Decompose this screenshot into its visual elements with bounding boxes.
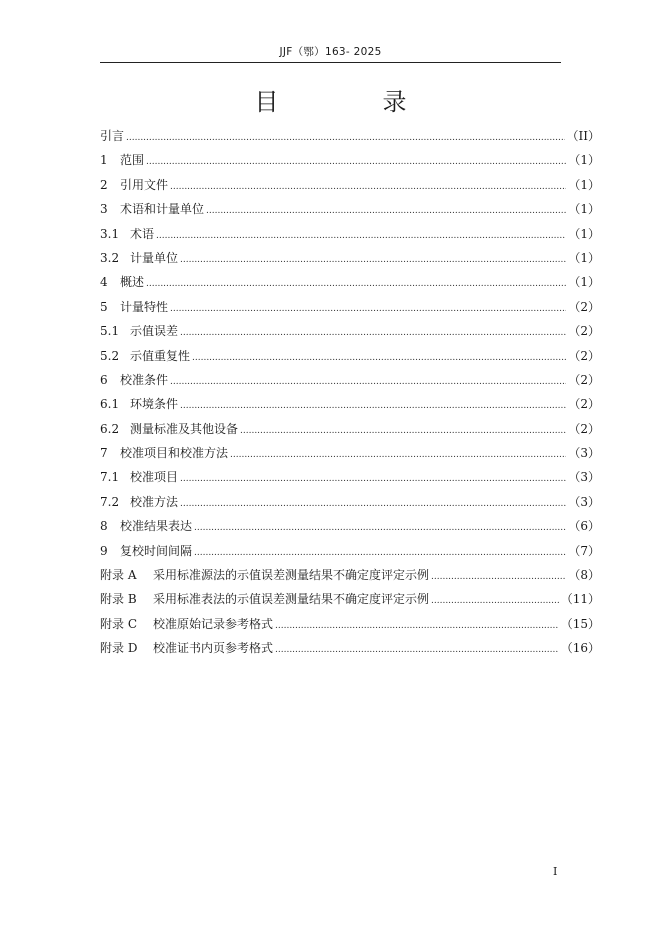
toc-entry-page: （15）: [560, 616, 600, 631]
toc-entry-7-2[interactable]: [100, 490, 600, 514]
toc-entry-number: 5: [100, 299, 108, 314]
toc-entry-label: 概述: [120, 275, 145, 290]
toc-leader-dots: [194, 541, 566, 565]
toc-leader-dots: [194, 516, 566, 540]
toc-entry-page: （11）: [560, 592, 600, 607]
toc-entry-label: 校准项目和校准方法: [120, 446, 229, 461]
toc-entry-6-2[interactable]: [100, 417, 600, 441]
toc-entry-6[interactable]: [100, 368, 600, 392]
toc-entry-page: （3）: [568, 494, 600, 509]
toc-entry-page: （6）: [568, 519, 600, 534]
toc-entry-label: 引言: [100, 129, 125, 143]
toc-leader-dots: [192, 346, 566, 370]
toc-entry-4[interactable]: [100, 270, 600, 294]
toc-entry-page: （7）: [568, 543, 600, 558]
toc-leader-dots: [275, 638, 559, 662]
toc-entry-number: 7.2: [100, 494, 120, 509]
toc-entry-number: 3: [100, 202, 108, 217]
page-title: 目 录: [254, 88, 447, 116]
toc-entry-5-1[interactable]: [100, 319, 600, 343]
toc-entry-label: 复校时间间隔: [120, 543, 193, 558]
toc-entry-page: （1）: [568, 250, 600, 265]
toc-leader-dots: [206, 199, 566, 223]
toc-entry-number: 附录 D: [100, 641, 138, 656]
toc-entry-page: （2）: [568, 348, 600, 363]
toc-entry-label: 术语和计量单位: [120, 202, 205, 217]
toc-entry-8[interactable]: [100, 514, 600, 538]
toc-entry-5[interactable]: [100, 295, 600, 319]
toc-entry-label: 采用标准源法的示值误差测量结果不确定度评定示例: [153, 568, 430, 583]
table-of-contents: [100, 124, 600, 661]
toc-entry-page: （1）: [568, 275, 600, 290]
toc-entry-label: 环境条件: [130, 397, 179, 412]
toc-entry-label: 示值重复性: [130, 348, 191, 363]
toc-entry-label: 校准证书内页参考格式: [153, 641, 274, 656]
toc-entry-number: 附录 A: [100, 568, 137, 583]
toc-entry-page: （2）: [568, 372, 600, 387]
toc-entry-page: （16）: [560, 641, 600, 656]
toc-entry-7[interactable]: [100, 441, 600, 465]
toc-leader-dots: [180, 492, 566, 516]
toc-leader-dots: [156, 224, 566, 248]
toc-leader-dots: [180, 394, 566, 418]
toc-leader-dots: [431, 565, 566, 589]
toc-entry-label: 校准原始记录参考格式: [153, 616, 274, 631]
toc-entry-label: 引用文件: [120, 177, 169, 192]
toc-entry-label: 计量特性: [120, 299, 169, 314]
document-code-header: JJF（鄂）163- 2025: [279, 46, 382, 58]
toc-entry-number: 6: [100, 372, 108, 387]
toc-leader-dots: [170, 297, 566, 321]
page-number: I: [553, 865, 558, 878]
toc-entry-number: 2: [100, 177, 108, 192]
toc-leader-dots: [180, 248, 566, 272]
toc-entry-label: 测量标准及其他设备: [130, 421, 239, 436]
toc-leader-dots: [180, 321, 566, 345]
toc-entry-number: 8: [100, 519, 108, 534]
toc-entry-label: 范围: [120, 153, 145, 168]
toc-leader-dots: [275, 614, 559, 638]
toc-entry-number: 6.1: [100, 397, 120, 412]
toc-entry-6-1[interactable]: [100, 392, 600, 416]
toc-entry-page: （1）: [568, 202, 600, 217]
toc-leader-dots: [240, 419, 566, 443]
toc-entry-2[interactable]: [100, 173, 600, 197]
toc-entry-number: 6.2: [100, 421, 120, 436]
toc-entry-label: 校准方法: [130, 494, 179, 509]
toc-entry-number: 3.1: [100, 226, 120, 241]
toc-entry-page: （1）: [568, 153, 600, 168]
toc-entry-number: 7: [100, 446, 108, 461]
toc-entry-number: 4: [100, 275, 108, 290]
toc-entry-page: （3）: [568, 446, 600, 461]
toc-leader-dots: [126, 126, 565, 150]
toc-leader-dots: [170, 175, 566, 199]
toc-entry-appendix-b[interactable]: [100, 587, 600, 611]
toc-leader-dots: [170, 370, 566, 394]
toc-leader-dots: [431, 589, 559, 613]
toc-entry-5-2[interactable]: [100, 344, 600, 368]
toc-entry-number: 附录 C: [100, 616, 137, 631]
toc-entry-label: 校准项目: [130, 470, 179, 485]
toc-entry-number: 9: [100, 543, 108, 558]
toc-entry-number: 1: [100, 153, 108, 168]
toc-entry-page: （1）: [568, 226, 600, 241]
toc-entry-number: 5.2: [100, 348, 120, 363]
toc-entry-label: 计量单位: [130, 250, 179, 265]
toc-leader-dots: [146, 150, 566, 174]
toc-leader-dots: [146, 272, 566, 296]
header-rule: [100, 62, 561, 63]
toc-entry-9[interactable]: [100, 539, 600, 563]
toc-entry-7-1[interactable]: [100, 465, 600, 489]
toc-entry-number: 附录 B: [100, 592, 137, 607]
toc-entry-page: （2）: [568, 397, 600, 412]
toc-entry-number: 5.1: [100, 324, 120, 339]
toc-entry-3-2[interactable]: [100, 246, 600, 270]
toc-entry-3[interactable]: [100, 197, 600, 221]
toc-entry-1[interactable]: [100, 148, 600, 172]
toc-entry-page: （2）: [568, 299, 600, 314]
toc-entry-intro[interactable]: [100, 124, 600, 148]
toc-entry-appendix-a[interactable]: [100, 563, 600, 587]
toc-entry-page: （8）: [568, 568, 600, 583]
toc-leader-dots: [180, 467, 566, 491]
toc-entry-page: （1）: [568, 177, 600, 192]
toc-leader-dots: [230, 443, 566, 467]
toc-entry-label: 校准结果表达: [120, 519, 193, 534]
toc-entry-label: 示值误差: [130, 324, 179, 339]
toc-entry-page: （3）: [568, 470, 600, 485]
toc-entry-label: 术语: [130, 226, 155, 241]
toc-entry-appendix-d[interactable]: [100, 636, 600, 660]
toc-entry-page: （2）: [568, 421, 600, 436]
toc-entry-3-1[interactable]: [100, 222, 600, 246]
toc-entry-number: 3.2: [100, 250, 120, 265]
toc-entry-number: 7.1: [100, 470, 120, 485]
toc-entry-page: （2）: [568, 324, 600, 339]
toc-entry-appendix-c[interactable]: [100, 612, 600, 636]
toc-entry-label: 采用标准表法的示值误差测量结果不确定度评定示例: [153, 592, 430, 607]
toc-entry-page: （II）: [566, 129, 600, 143]
toc-entry-label: 校准条件: [120, 372, 169, 387]
